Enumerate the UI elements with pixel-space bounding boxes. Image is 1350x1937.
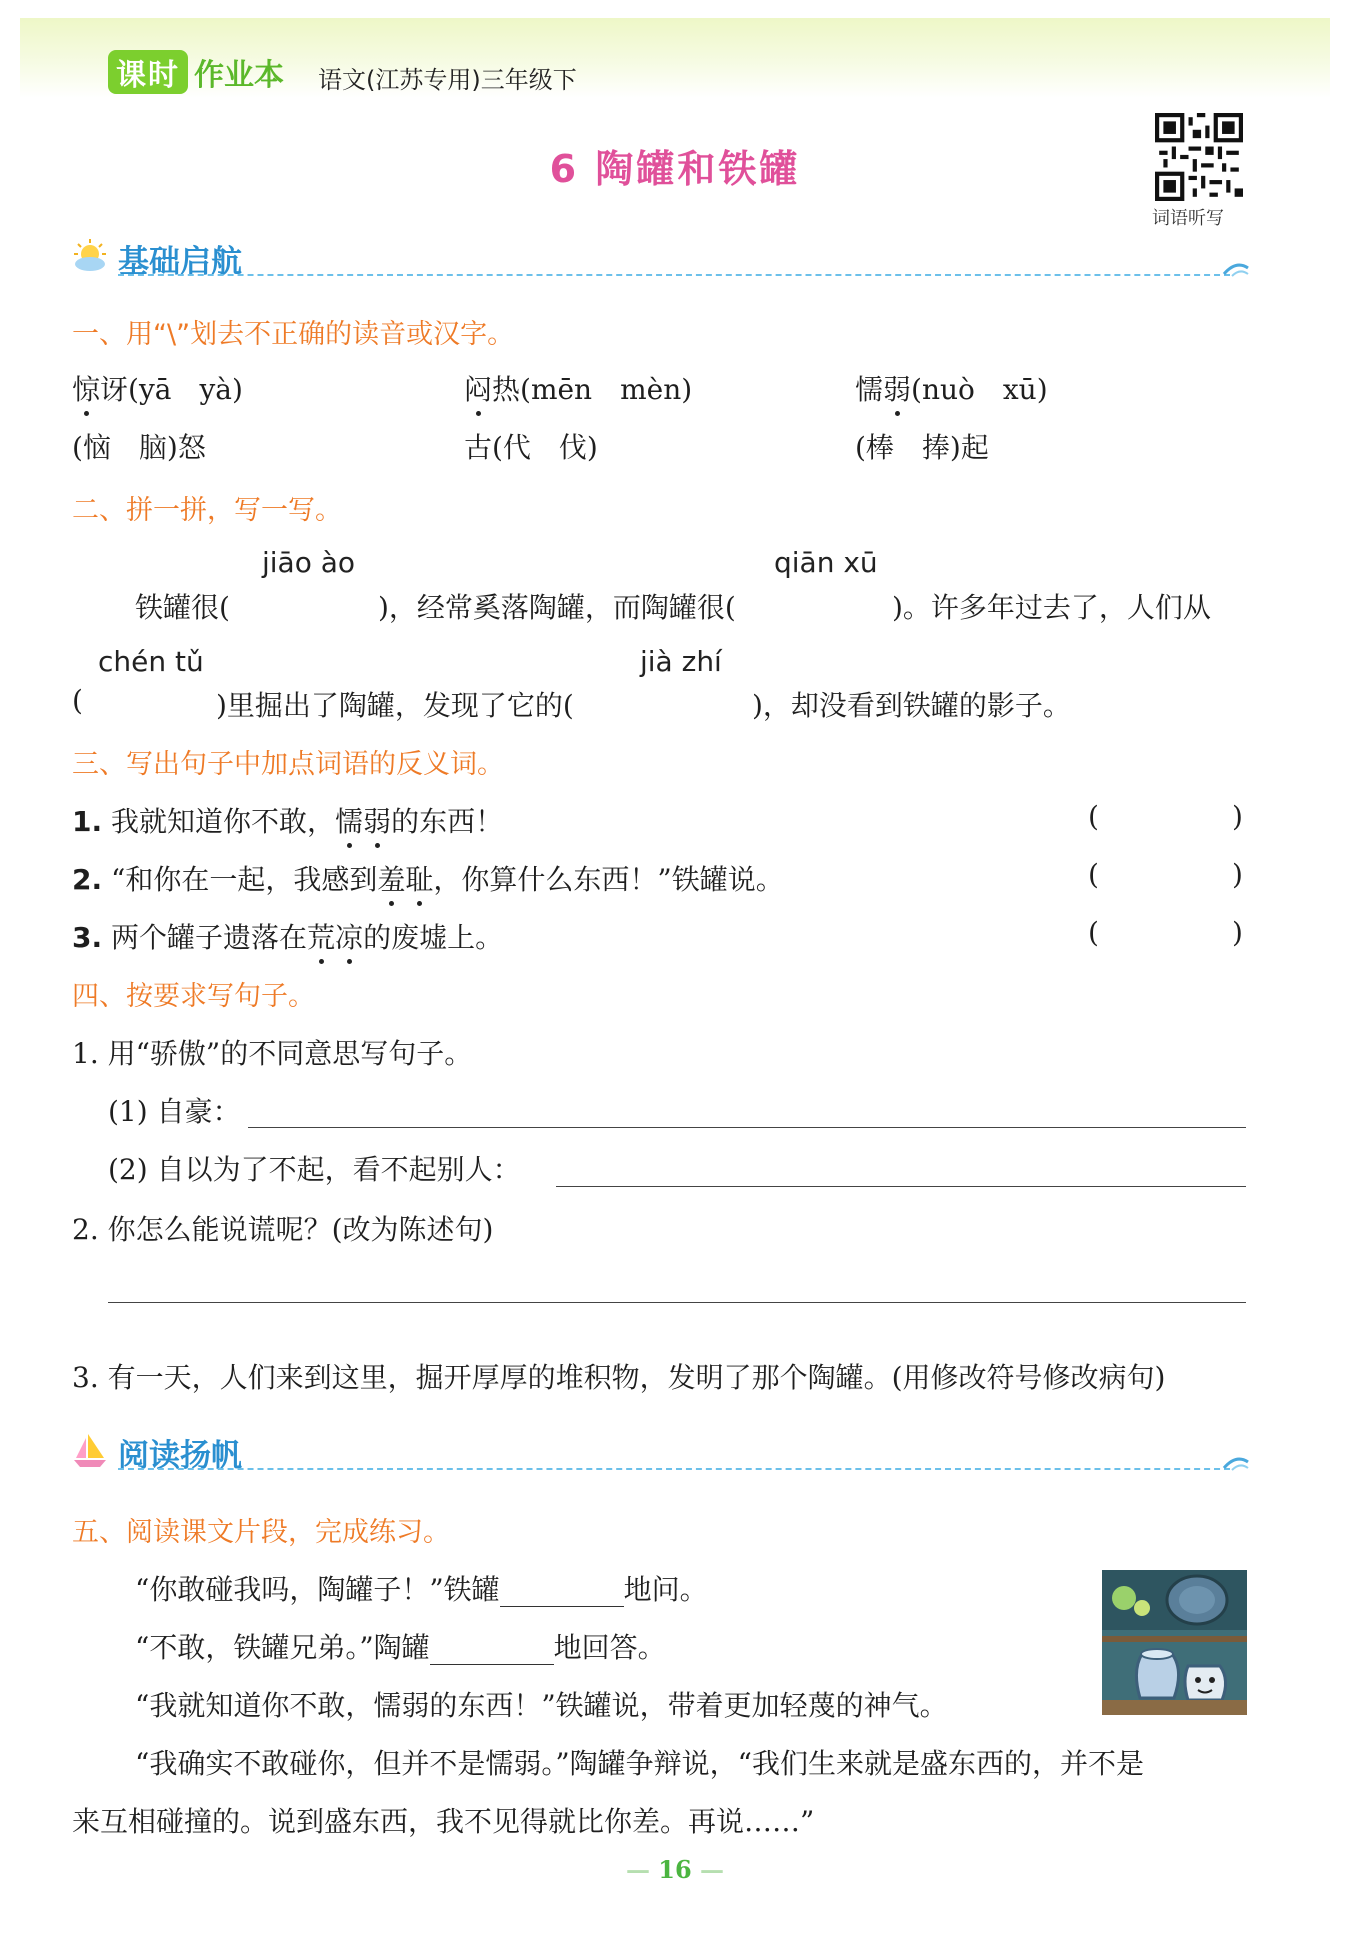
sentence-part: 铁罐很( xyxy=(135,591,230,624)
sentence-part: )里掘出了陶罐，发现了它的( xyxy=(216,689,574,722)
reading-paragraph: “你敢碰我吗，陶罐子！”铁罐 地问。 xyxy=(135,1573,708,1606)
answer-paren-close: ) xyxy=(1232,800,1243,833)
divider xyxy=(118,274,1230,276)
question-heading: 四、按要求写句子。 xyxy=(72,981,315,1012)
answer-paren-close: ) xyxy=(1232,858,1243,891)
pinyin: chén tǔ xyxy=(98,645,204,678)
section-basic xyxy=(70,236,1250,280)
pinyin: jiāo ào xyxy=(262,546,356,579)
fill-blank[interactable] xyxy=(430,1631,554,1665)
swirl-icon xyxy=(1222,1452,1250,1472)
question-heading: 三、写出句子中加点词语的反义词。 xyxy=(72,749,504,780)
qr-code-icon[interactable] xyxy=(1155,113,1243,201)
question-heading: 一、用“\”划去不正确的读音或汉字。 xyxy=(72,319,515,350)
reading-paragraph: “我就知道你不敢，懦弱的东西！”铁罐说，带着更加轻蔑的神气。 xyxy=(135,1689,948,1722)
qr-label: 词语听写 xyxy=(1152,208,1224,229)
word-item: 懦弱(nuò xū) xyxy=(855,368,1048,408)
answer-line[interactable] xyxy=(556,1186,1246,1187)
section-title: 基础启航 xyxy=(118,244,242,280)
list-item: 1. 我就知道你不敢，懦弱的东西！ xyxy=(72,800,503,840)
question-heading: 五、阅读课文片段，完成练习。 xyxy=(72,1517,450,1548)
list-item: 2. 你怎么能说谎呢？(改为陈述句) xyxy=(72,1213,494,1246)
swirl-icon xyxy=(1222,258,1250,278)
answer-paren-open: ( xyxy=(1088,858,1099,891)
word-item: 闷热(mēn mèn) xyxy=(464,368,692,408)
pinyin: jià zhí xyxy=(640,645,722,678)
word-item: 惊讶(yā yà) xyxy=(72,368,243,408)
reading-paragraph: 来互相碰撞的。说到盛东西，我不见得就比你差。再说……” xyxy=(72,1805,815,1838)
list-item: 2. “和你在一起，我感到羞耻，你算什么东西！”铁罐说。 xyxy=(72,858,784,898)
brand-logo xyxy=(108,52,284,92)
word-item: 古(代 伐) xyxy=(464,431,598,464)
word-item: (恼 脑)怒 xyxy=(72,431,206,464)
page-title: 6 陶罐和铁罐 xyxy=(549,147,801,191)
sub-item: (2) 自以为了不起，看不起别人： xyxy=(108,1153,521,1186)
brand-text: 作业本 xyxy=(194,58,284,93)
word-item: (棒 捧)起 xyxy=(855,431,989,464)
sentence-part: )，却没看到铁罐的影子。 xyxy=(752,689,1071,722)
answer-paren-open: ( xyxy=(1088,800,1099,833)
sentence-part: )。许多年过去了，人们从 xyxy=(892,591,1211,624)
brand-badge: 课时 xyxy=(108,50,188,94)
section-reading xyxy=(70,1430,1250,1474)
fill-blank[interactable] xyxy=(500,1573,624,1607)
jars-illustration xyxy=(1102,1570,1247,1715)
page-number: — 16 — xyxy=(625,1855,725,1884)
sub-item: (1) 自豪： xyxy=(108,1095,241,1128)
answer-paren-open: ( xyxy=(1088,916,1099,949)
sentence-part: )，经常奚落陶罐，而陶罐很( xyxy=(378,591,736,624)
reading-paragraph: “不敢，铁罐兄弟。”陶罐 地回答。 xyxy=(135,1631,666,1664)
sun-cloud-icon xyxy=(70,236,110,276)
reading-paragraph: “我确实不敢碰你，但并不是懦弱。”陶罐争辩说，“我们生来就是盛东西的，并不是 xyxy=(135,1747,1144,1780)
list-item: 3. 两个罐子遗落在荒凉的废墟上。 xyxy=(72,916,503,956)
question-heading: 二、拼一拼，写一写。 xyxy=(72,495,342,526)
list-item: 3. 有一天，人们来到这里，掘开厚厚的堆积物，发明了那个陶罐。(用修改符号修改病句) xyxy=(72,1361,1166,1394)
answer-paren-close: ) xyxy=(1232,916,1243,949)
pinyin: qiān xū xyxy=(774,546,878,579)
divider xyxy=(118,1468,1230,1470)
sailboat-icon xyxy=(70,1430,110,1470)
section-title: 阅读扬帆 xyxy=(118,1438,242,1474)
list-item: 1. 用“骄傲”的不同意思写句子。 xyxy=(72,1037,473,1070)
sentence-part: ( xyxy=(72,684,83,717)
answer-line[interactable] xyxy=(248,1127,1246,1128)
subject-label: 语文(江苏专用)三年级下 xyxy=(318,66,577,94)
answer-line[interactable] xyxy=(108,1302,1246,1303)
